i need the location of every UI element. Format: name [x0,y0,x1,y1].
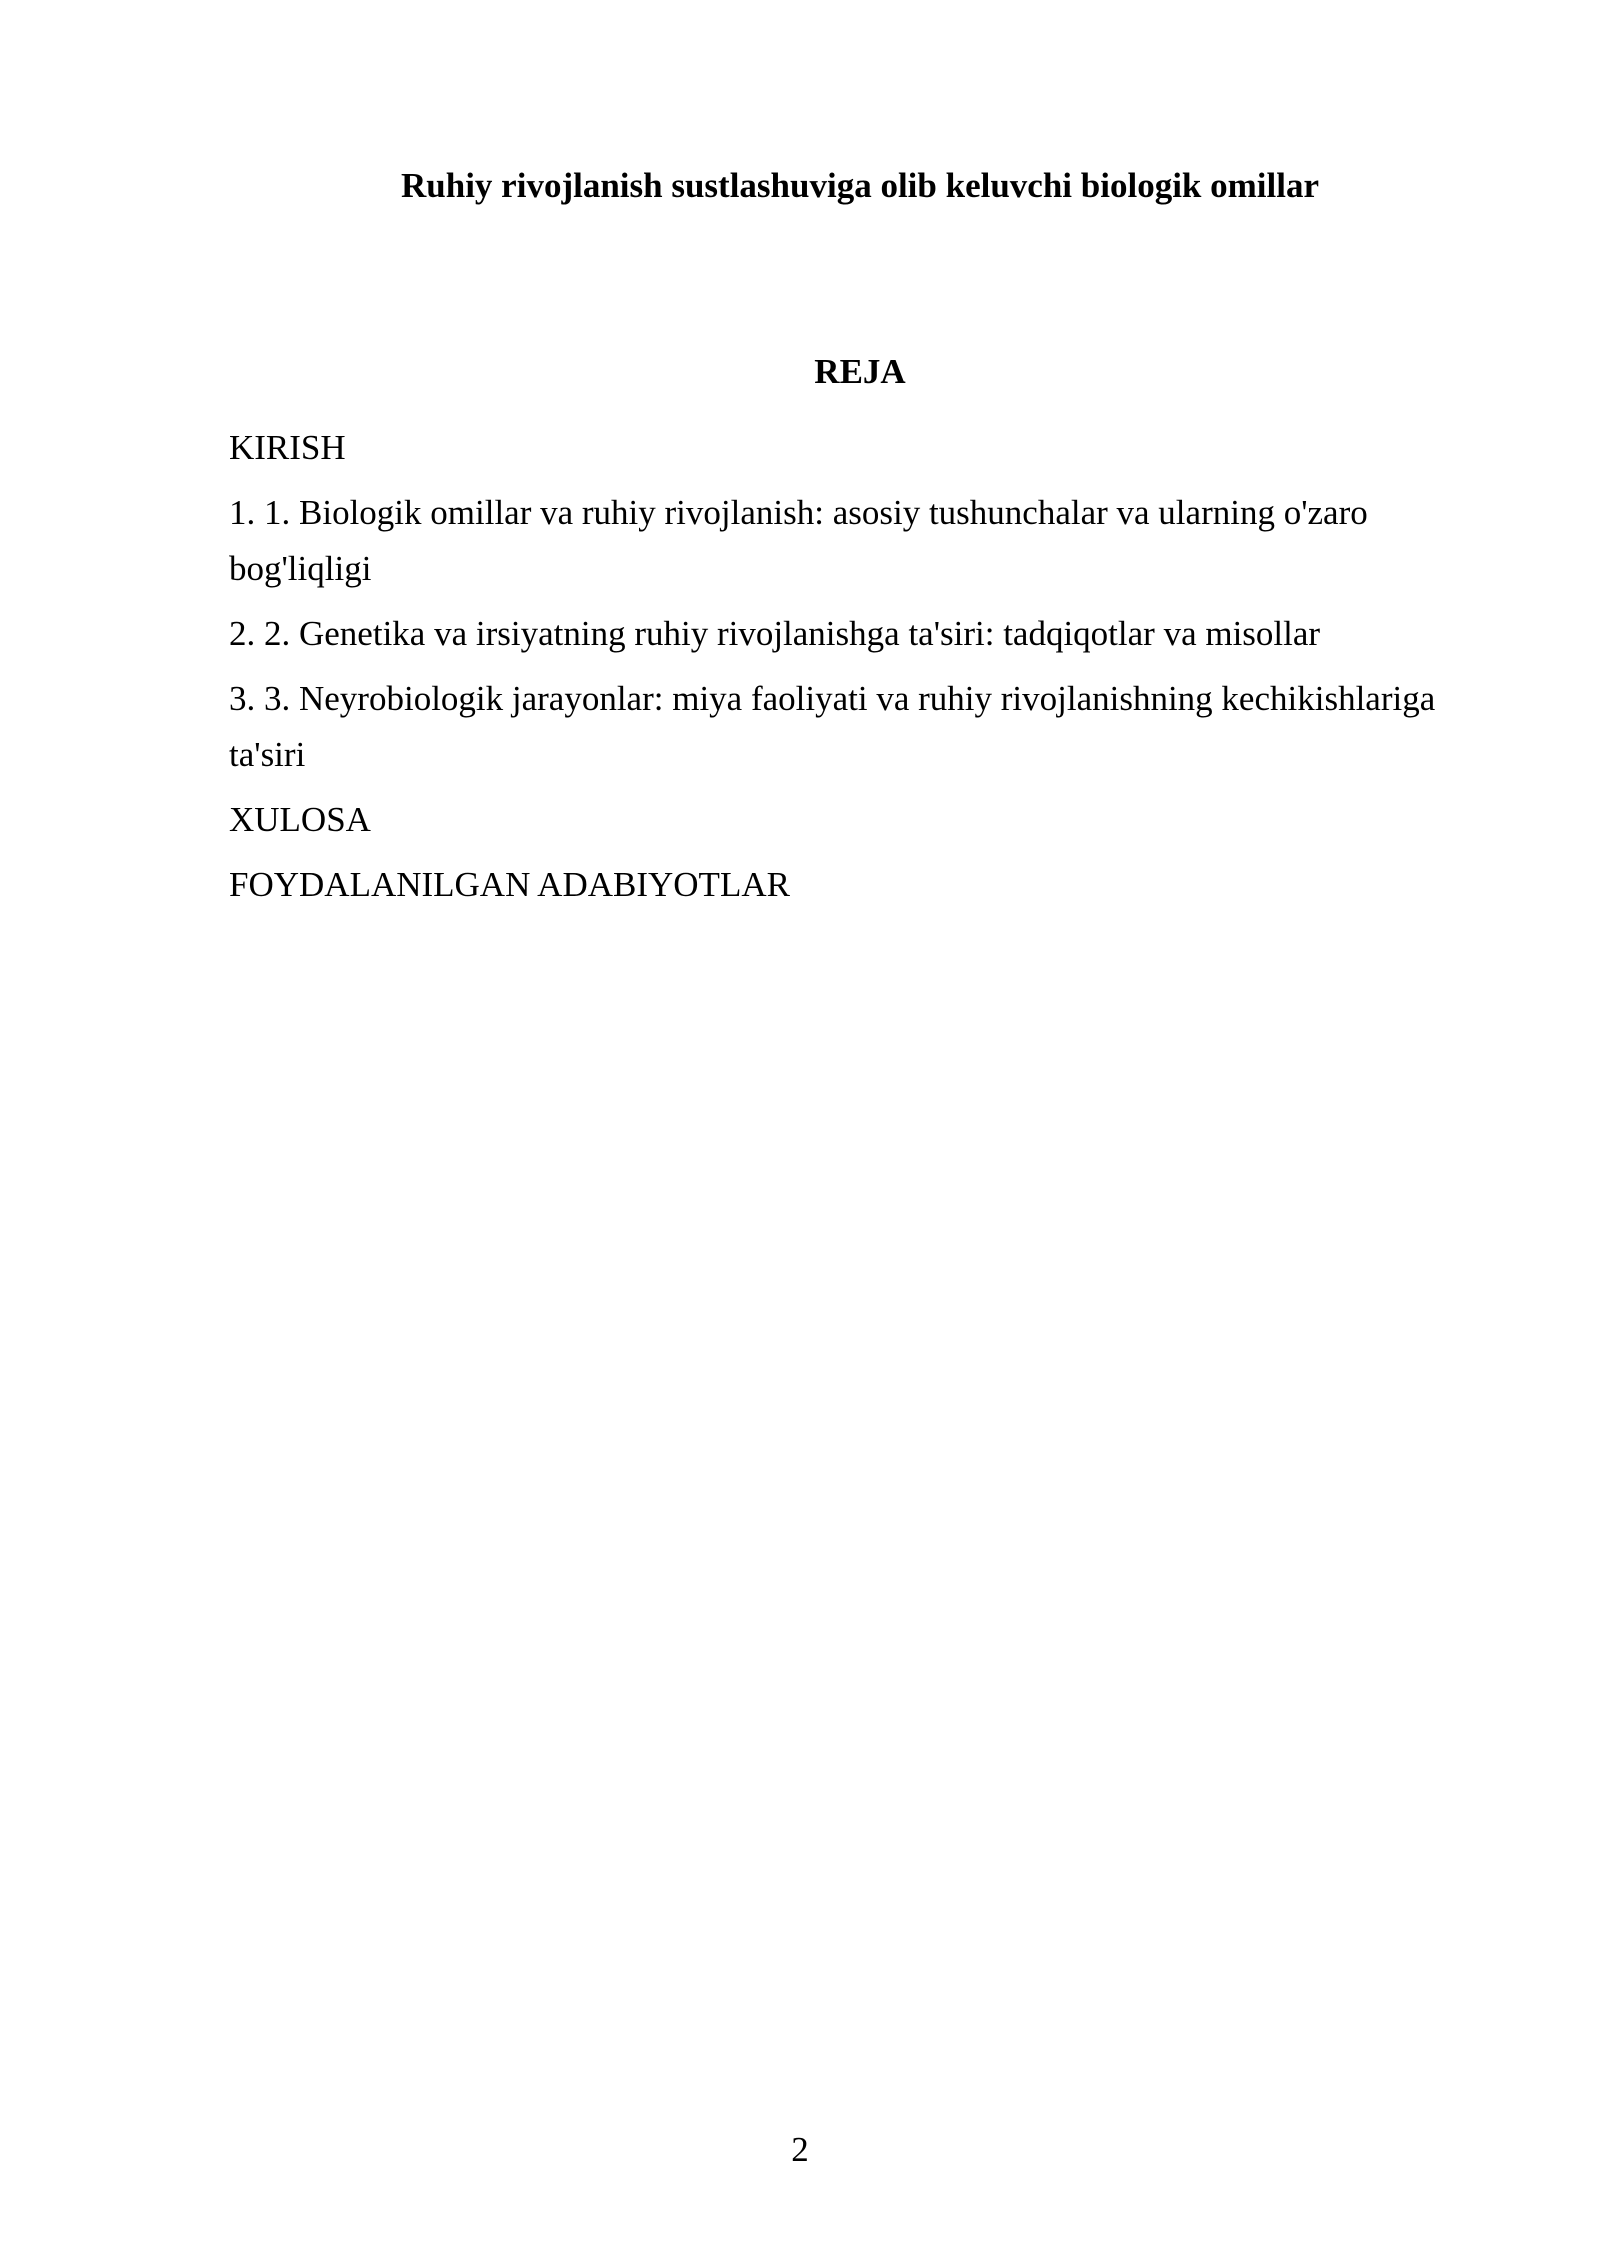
plan-item-chapter-1: 1. 1. Biologik omillar va ruhiy rivojlanish: asosiy tushunchalar va ularning o'zaro bog'liqligi [229,493,1368,588]
plan-item-references: FOYDALANILGAN ADABIYOTLAR [229,865,790,904]
page-number: 2 [791,2130,809,2169]
plan-heading: REJA [814,352,906,391]
plan-item-chapter-2: 2. 2. Genetika va irsiyatning ruhiy rivojlanishga ta'siri: tadqiqotlar va misollar [229,614,1321,653]
plan-item-chapter-3: 3. 3. Neyrobiologik jarayonlar: miya faoliyati va ruhiy rivojlanishning kechikishlariga ta'siri [229,679,1436,774]
plan-item-conclusion: XULOSA [229,800,371,839]
plan-item-introduction: KIRISH [229,428,346,467]
plan-list [229,420,1479,922]
document-title: Ruhiy rivojlanish sustlashuviga olib keluvchi biologik omillar [401,166,1319,205]
